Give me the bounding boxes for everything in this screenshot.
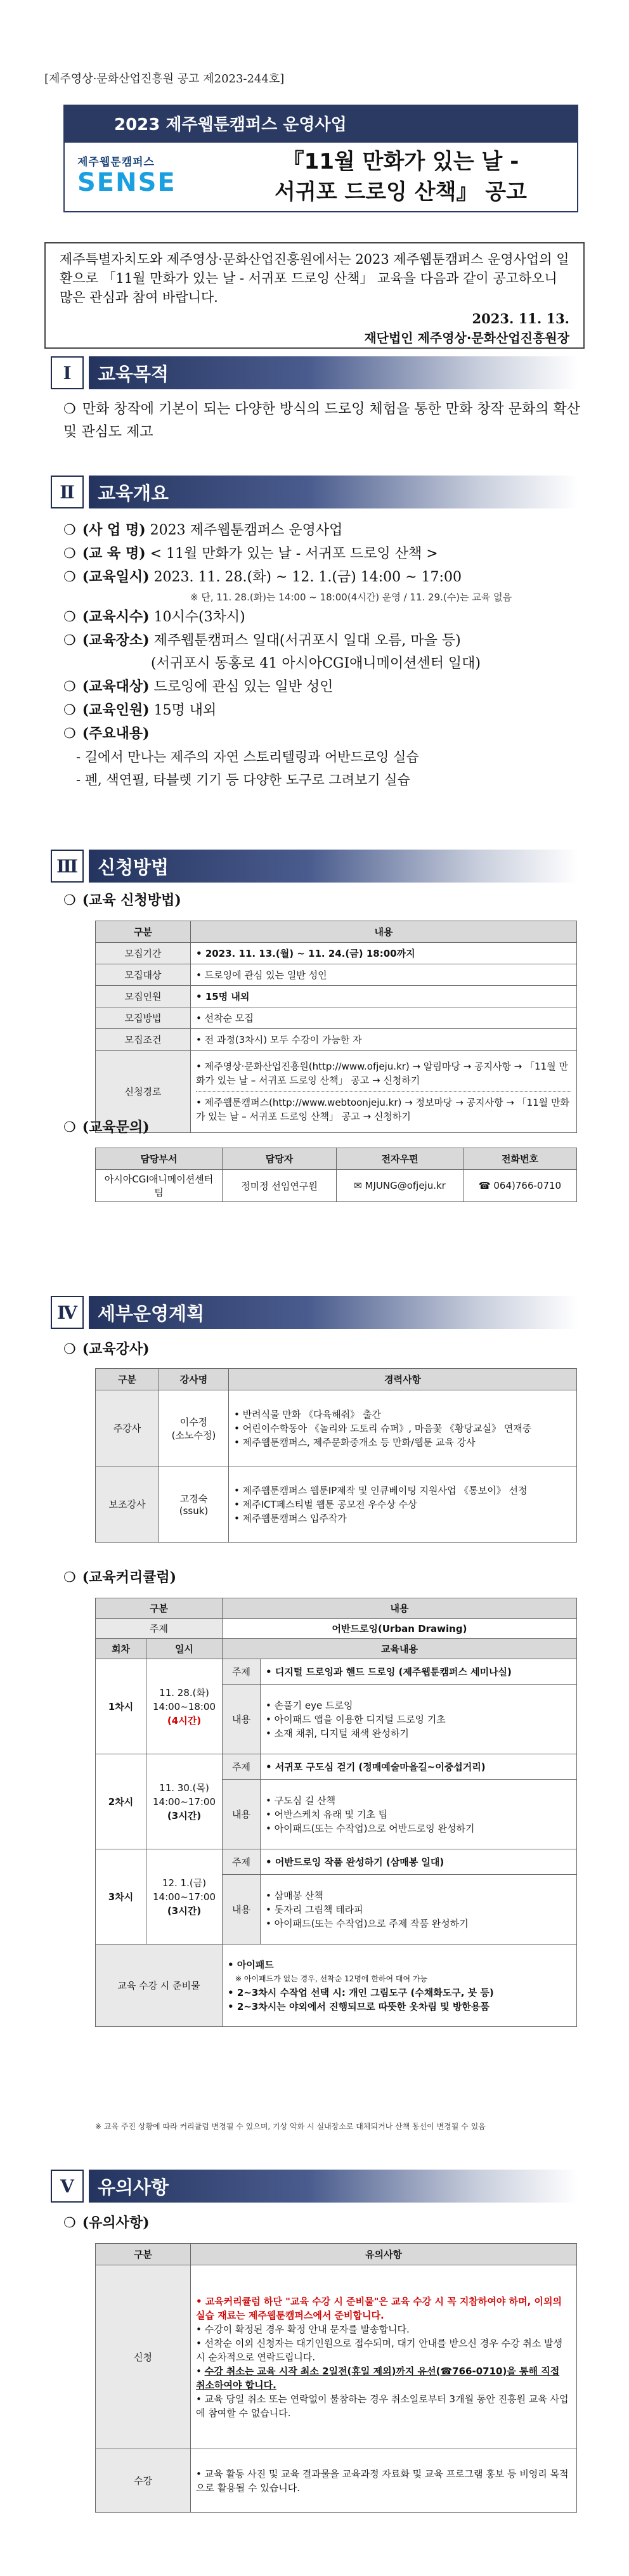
title-box	[63, 141, 578, 212]
overview-value: 제주웹툰캠퍼스 일대(서귀포시 일대 오름, 마을 등)	[153, 633, 461, 649]
table-row	[96, 1659, 577, 1685]
section-number: Ⅳ	[51, 1296, 84, 1329]
caution-text: 교육커리큘럼 하단 "교육 수강 시 준비물"은 교육 수강 시 꼭 지참하여야 하며, 이외의 실습 재료는 제주웹툰캠퍼스에서 준비합니다.	[196, 2295, 562, 2321]
table-row	[96, 1007, 577, 1029]
table-value: • 15명 내외	[191, 986, 577, 1007]
overview-content2: - 펜, 색연필, 타블렛 기기 등 다양한 도구로 그려보기 실습	[76, 772, 410, 787]
session-day: 11. 28.(화)	[159, 1686, 209, 1699]
overview-biz	[63, 519, 583, 542]
overview-people	[63, 699, 583, 722]
circle-bullet-icon: ❍	[63, 1342, 76, 1357]
caution-text: 수강이 확정된 경우 확정 안내 문자를 발송합니다.	[204, 2323, 410, 2335]
content-item: • 소재 채취, 디지털 채색 완성하기	[266, 1727, 409, 1739]
content-item: • 삼매봉 산책	[266, 1889, 323, 1901]
table-key: 주제	[223, 1754, 261, 1780]
content-item: • 손풀기 eye 드로잉	[266, 1699, 353, 1711]
table-row	[96, 964, 577, 986]
content-text: 아이패드(또는 수작업)으로 어반드로잉 완성하기	[274, 1822, 475, 1834]
overview-content1: - 길에서 만나는 제주의 자연 스토리텔링과 어반드로잉 실습	[76, 749, 419, 765]
logo	[77, 153, 176, 197]
session-topic-text: 디지털 드로잉과 핸드 드로잉 (제주웹툰캠퍼스 세미나실)	[275, 1666, 512, 1678]
table-head-cell: 교육내용	[223, 1639, 577, 1659]
overview-content	[63, 722, 583, 746]
caution-text: 선착순 이외 신청자는 대기인원으로 접수되며, 대기 안내를 받으신 경우 수강 취소 발생 시 순차적으로 연락드립니다.	[196, 2337, 562, 2363]
table-row	[96, 1466, 577, 1543]
session-topic-text: 어반드로잉 작품 완성하기 (삼매봉 일대)	[275, 1856, 444, 1868]
table-head-cell: 강사명	[159, 1369, 229, 1390]
circle-bullet-icon: ❍	[63, 569, 76, 585]
table-row	[96, 943, 577, 964]
table-key: 모집기간	[96, 943, 191, 964]
section-2-header	[51, 474, 578, 510]
section-5-header	[51, 2168, 578, 2204]
curriculum-table	[95, 1598, 577, 2027]
content-text: 구도심 길 산책	[274, 1794, 336, 1806]
route-item: • 제주웹툰캠퍼스(http://www.webtoonjeju.kr) → 정보마당 → 공지사항 → 「11월 만화가 있는 날 – 서귀포 드로잉 산책」 공고 → 신청하기	[196, 1091, 571, 1123]
table-key: 주제	[96, 1619, 223, 1639]
session-number: 2차시	[96, 1754, 146, 1849]
circle-bullet-icon: ❍	[63, 1120, 76, 1136]
content-item: • 아이패드(또는 수작업)으로 주제 작품 완성하기	[266, 1917, 469, 1929]
table-head-cell: 경력사항	[229, 1369, 577, 1390]
table-head-cell: 담당부서	[96, 1148, 223, 1170]
table-key: 보조강사	[96, 1466, 159, 1543]
apply-period: 2023. 11. 13.(월) ~ 11. 24.(금) 18:00까지	[205, 948, 415, 959]
content-text: 어반스케치 유래 및 기초 팁	[274, 1808, 388, 1820]
caution-text: 수강 취소는 교육 시작 최소 2일전(휴일 제외)까지 유선(☎766-0710)을 통해 직접 취소하여야 합니다.	[196, 2365, 560, 2391]
table-head-cell: 내용	[223, 1598, 577, 1619]
circle-bullet-icon: ❍	[63, 633, 76, 649]
content-text: 소재 채취, 디지털 채색 완성하기	[274, 1727, 409, 1739]
circle-bullet-icon: ❍	[63, 609, 76, 625]
overview-value: < 11월 만화가 있는 날 - 서귀포 드로잉 산책 >	[150, 546, 438, 562]
career-text: 제주웹툰캠퍼스 입주작가	[242, 1512, 347, 1524]
bring-list	[223, 1945, 577, 2027]
apply-table	[95, 921, 577, 1133]
overview-edu	[63, 542, 583, 566]
intro-date: 2023. 11. 13.	[472, 311, 569, 327]
table-key: 신청	[96, 2265, 191, 2449]
overview-label: (주요내용)	[82, 725, 150, 742]
circle-bullet-icon: ❍	[63, 1570, 76, 1586]
section-number: Ⅱ	[51, 476, 84, 508]
apply-target: 드로잉에 관심 있는 일반 성인	[204, 969, 327, 981]
session-time: 14:00~17:00	[152, 1796, 216, 1808]
career-item: • 반려식물 만화 《다육해줘》 출간	[234, 1408, 381, 1420]
overview-label: (교육일시)	[82, 569, 150, 585]
caution-item: • 선착순 이외 신청자는 대기인원으로 접수되며, 대기 안내를 받으신 경우 수강 취소 발생 시 순차적으로 연락드립니다.	[196, 2337, 562, 2363]
notice-id: [제주영상·문화산업진흥원 공고 제2023-244호]	[44, 72, 285, 86]
intro-text: 제주특별자치도와 제주영상·문화산업진흥원에서는 2023 제주웹툰캠퍼스 운영사업의 일환으로 「11월 만화가 있는 날 - 서귀포 드로잉 산책」 교육을 다음과 같이 공고하오니 많은 관심과 참여 바랍니다.	[60, 252, 569, 305]
route-item: • 제주영상·문화산업진흥원(http://www.ofjeju.kr) → 알림마당 → 공지사항 → 「11월 만화가 있는 날 – 서귀포 드로잉 산책」 공고 → 신청하기	[196, 1061, 568, 1086]
career-item: • 제주웹툰캠퍼스 입주작가	[234, 1512, 347, 1524]
inquiry-email-cell[interactable]	[337, 1170, 464, 1202]
career-item: • 제주웹툰캠퍼스, 제주문화중개소 등 만화/웹툰 교육 강사	[234, 1436, 476, 1448]
table-key: 주제	[223, 1849, 261, 1875]
caution-list	[191, 2265, 577, 2449]
session-topic: • 서귀포 구도심 걷기 (정매예술마을길~이중섭거리)	[261, 1754, 577, 1780]
career-text: 제주웹툰캠퍼스 웹툰IP제작 및 인큐베이팅 지원사업 《통보이》 선정	[242, 1484, 528, 1496]
section-title: 세부운영계획	[89, 1296, 578, 1329]
table-key: 교육 수강 시 준비물	[96, 1945, 223, 2027]
content-text: 아이패드 앱을 이용한 디지털 드로잉 기초	[274, 1713, 446, 1725]
instructor-name	[159, 1466, 229, 1543]
table-head-cell: 담당자	[223, 1148, 337, 1170]
bring-item: • 2~3차시는 야외에서 진행되므로 따뜻한 옷차림 및 방한용품	[228, 2000, 490, 2012]
overview-date	[63, 566, 583, 589]
bring-text: 아이패드	[237, 1958, 274, 1971]
name: 이수정	[179, 1416, 208, 1428]
name: 고경숙	[179, 1493, 208, 1505]
table-row	[96, 986, 577, 1007]
curriculum-label-text: (교육커리큘럼)	[82, 1569, 177, 1586]
overview-target	[63, 675, 583, 699]
overview-value: 드로잉에 관심 있는 일반 성인	[153, 679, 334, 695]
caution-item: • 교육 당일 취소 또는 연락없이 불참하는 경우 취소일로부터 3개월 동안 진흥원 교육 사업에 참여할 수 없습니다.	[196, 2393, 569, 2419]
session-number: 1차시	[96, 1659, 146, 1754]
career-item: • 제주ICT페스티벌 웹툰 공모전 우수상 수상	[234, 1498, 417, 1510]
circle-bullet-icon: ❍	[63, 401, 76, 417]
logo-top: 제주웹툰캠퍼스	[77, 156, 155, 169]
table-header-row	[96, 1369, 577, 1390]
table-head-cell: 유의사항	[191, 2244, 577, 2265]
bring-text: 2~3차시는 야외에서 진행되므로 따뜻한 옷차림 및 방한용품	[237, 2000, 490, 2012]
inquiry-email[interactable]: MJUNG@ofjeju.kr	[365, 1180, 446, 1191]
table-key: 내용	[223, 1780, 261, 1849]
logo-main: SENSE	[77, 168, 176, 197]
caution-table	[95, 2243, 577, 2513]
session-date	[146, 1754, 223, 1849]
overview-value: 15명 내외	[153, 702, 217, 718]
session-contents	[261, 1875, 577, 1945]
overview-value: 2023 제주웹툰캠퍼스 운영사업	[150, 522, 343, 538]
purpose-text: 만화 창작에 기본이 되는 다양한 방식의 드로잉 체험을 통한 만화 창작 문화의 확산 및 관심도 제고	[63, 401, 580, 440]
section-4-header	[51, 1295, 578, 1330]
content-text: 아이패드(또는 수작업)으로 주제 작품 완성하기	[274, 1917, 469, 1929]
banner: 2023 제주웹툰캠퍼스 운영사업	[63, 105, 578, 141]
table-key: 수강	[96, 2449, 191, 2513]
apply-method-label	[63, 889, 583, 912]
table-key: 내용	[223, 1875, 261, 1945]
overview-value: 10시수(3차시)	[153, 609, 245, 625]
table-header-row	[96, 1639, 577, 1659]
table-head-cell: 구분	[96, 921, 191, 943]
caution-list	[191, 2449, 577, 2513]
table-head-cell: 전자우편	[337, 1148, 464, 1170]
table-row	[96, 1029, 577, 1051]
bring-text: 2~3차시 수작업 선택 시: 개인 그림도구 (수채화도구, 붓 등)	[237, 1986, 494, 1998]
session-contents	[261, 1685, 577, 1754]
table-header-row	[96, 1148, 577, 1170]
overview-value: 2023. 11. 28.(화) ~ 12. 1.(금) 14:00 ~ 17:00	[153, 569, 462, 585]
content-item: • 구도심 길 산책	[266, 1794, 336, 1806]
instructor-career	[229, 1390, 577, 1466]
curriculum-footnote: ※ 교육 주진 상황에 따라 커리큘럼 변경될 수 있으며, 기상 악화 시 실내장소로 대체되거나 산책 동선이 변경될 수 있음	[95, 2122, 486, 2131]
overview-label: (사 업 명)	[82, 522, 146, 538]
inquiry-person: 정미정 선임연구원	[223, 1170, 337, 1202]
career-text: 반려식물 만화 《다육해줘》 출간	[242, 1408, 381, 1420]
table-key: 모집대상	[96, 964, 191, 986]
caution-item: • 수강이 확정된 경우 확정 안내 문자를 발송합니다.	[196, 2323, 410, 2335]
intro-org: 재단법인 제주영상·문화산업진흥원장	[364, 330, 569, 346]
instructor-table	[95, 1368, 577, 1543]
table-key: 신청경로	[96, 1051, 191, 1133]
session-day: 12. 1.(금)	[162, 1877, 207, 1889]
session-topic: • 디지털 드로잉과 핸드 드로잉 (제주웹툰캠퍼스 세미나실)	[261, 1659, 577, 1685]
caution-text: 교육 활동 사진 및 교육 결과물을 교육과정 자료화 및 교육 프로그램 홍보 등 비영리 목적으로 활용될 수 있습니다.	[196, 2468, 569, 2494]
instructor-career	[229, 1466, 577, 1543]
title-line1: 『11월 만화가 있는 날 -	[282, 149, 519, 174]
section-title: 교육개요	[89, 476, 578, 508]
bring-note: ※ 아이패드가 없는 경우, 선착순 12명에 한하여 대여 가능	[235, 1974, 428, 1983]
section-1-header	[51, 355, 578, 391]
table-row	[96, 1754, 577, 1780]
session-date	[146, 1659, 223, 1754]
content-item: • 돗자리 그림책 테라피	[266, 1903, 363, 1915]
caution-label	[63, 2211, 583, 2235]
section-title: 신청방법	[89, 850, 578, 883]
caution-text: 교육 당일 취소 또는 연락없이 불참하는 경우 취소일로부터 3개월 동안 진흥원 교육 사업에 참여할 수 없습니다.	[196, 2393, 569, 2419]
session-hours: (4시간)	[167, 1714, 202, 1726]
career-item: • 어린이수학동아 《놀리와 도토리 슈퍼》, 마음꽃 《황당교실》 연재중	[234, 1422, 532, 1434]
intro-box	[44, 242, 585, 349]
table-key: 주강사	[96, 1390, 159, 1466]
route-text: 제주영상·문화산업진흥원(http://www.ofjeju.kr) → 알림마당 → 공지사항 → 「11월 만화가 있는 날 – 서귀포 드로잉 산책」 공고 → 신청하기	[196, 1061, 568, 1086]
content-text: 삼매봉 산책	[274, 1889, 323, 1901]
circle-bullet-icon: ❍	[63, 679, 76, 695]
page-title	[236, 146, 566, 207]
caution-item: • 수강 취소는 교육 시작 최소 2일전(휴일 제외)까지 유선(☎766-0710)을 통해 직접 취소하여야 합니다.	[196, 2365, 560, 2391]
inquiry-phone-cell	[464, 1170, 577, 1202]
instructor-label-text: (교육강사)	[82, 1341, 150, 1357]
career-text: 제주ICT페스티벌 웹툰 공모전 우수상 수상	[242, 1498, 417, 1510]
nickname: (소노수정)	[171, 1429, 216, 1441]
content-item: • 아이패드(또는 수작업)으로 어반드로잉 완성하기	[266, 1822, 475, 1834]
overview-date-note: ※ 단, 11. 28.(화)는 14:00 ~ 18:00(4시간) 운영 / 11. 29.(수)는 교육 없음	[190, 592, 512, 603]
table-key: 모집인원	[96, 986, 191, 1007]
overview-label: (교육시수)	[82, 609, 150, 625]
table-row	[96, 1170, 577, 1202]
career-text: 어린이수학동아 《놀리와 도토리 슈퍼》, 마음꽃 《황당교실》 연재중	[242, 1422, 532, 1434]
caution-label-text: (유의사항)	[82, 2215, 150, 2231]
overview-list	[63, 519, 583, 791]
career-item: • 제주웹툰캠퍼스 웹툰IP제작 및 인큐베이팅 지원사업 《통보이》 선정	[234, 1484, 528, 1496]
apply-method: 선착순 모집	[204, 1013, 254, 1024]
bring-item: • 아이패드	[228, 1958, 274, 1971]
overview-place	[63, 629, 583, 652]
session-hours: (3시간)	[167, 1809, 202, 1822]
instructor-name	[159, 1390, 229, 1466]
table-head-cell: 구분	[96, 1369, 159, 1390]
session-topic: • 어반드로잉 작품 완성하기 (삼매봉 일대)	[261, 1849, 577, 1875]
overview-label: (교육인원)	[82, 702, 150, 718]
table-row	[96, 1849, 577, 1875]
table-value: • 드로잉에 관심 있는 일반 성인	[191, 964, 577, 986]
table-head-cell: 전화번호	[464, 1148, 577, 1170]
table-key: 모집방법	[96, 1007, 191, 1029]
overview-hours	[63, 605, 583, 629]
circle-bullet-icon: ❍	[63, 522, 76, 538]
table-value: • 전 과정(3차시) 모두 수강이 가능한 자	[191, 1029, 577, 1051]
apply-people: 15명 내외	[205, 991, 250, 1002]
table-row	[96, 1619, 577, 1639]
content-text: 손풀기 eye 드로잉	[274, 1699, 353, 1711]
apply-method-label-text: (교육 신청방법)	[82, 892, 181, 909]
table-key: 주제	[223, 1659, 261, 1685]
circle-bullet-icon: ❍	[63, 726, 76, 742]
title-line2: 서귀포 드로잉 산책』 공고	[275, 179, 527, 205]
table-head-cell: 회차	[96, 1639, 146, 1659]
circle-bullet-icon: ❍	[63, 893, 76, 909]
content-item: • 어반스케치 유래 및 기초 팁	[266, 1808, 388, 1820]
bring-item: • 2~3차시 수작업 선택 시: 개인 그림도구 (수채화도구, 붓 등)	[228, 1986, 494, 1998]
section-number: Ⅲ	[51, 850, 84, 883]
phone-icon: ☎	[478, 1180, 491, 1191]
table-row	[96, 2265, 577, 2449]
table-value: • 선착순 모집	[191, 1007, 577, 1029]
table-value: • 2023. 11. 13.(월) ~ 11. 24.(금) 18:00까지	[191, 943, 577, 964]
circle-bullet-icon: ❍	[63, 2215, 76, 2231]
nickname: (ssuk)	[179, 1505, 209, 1517]
table-head-cell: 내용	[191, 921, 577, 943]
caution-item: • 교육커리큘럼 하단 "교육 수강 시 준비물"은 교육 수강 시 꼭 지참하여야 하며, 이외의 실습 재료는 제주웹툰캠퍼스에서 준비합니다.	[196, 2295, 562, 2321]
career-text: 제주웹툰캠퍼스, 제주문화중개소 등 만화/웹툰 교육 강사	[242, 1436, 476, 1448]
inquiry-phone: 064)766-0710	[493, 1180, 562, 1191]
section-title: 유의사항	[89, 2170, 578, 2203]
session-number: 3차시	[96, 1849, 146, 1945]
table-key: 내용	[223, 1685, 261, 1754]
overview-label: (교 육 명)	[82, 545, 146, 562]
route-text: 제주웹툰캠퍼스(http://www.webtoonjeju.kr) → 정보마당 → 공지사항 → 「11월 만화가 있는 날 – 서귀포 드로잉 산책」 공고 → 신청하기	[196, 1097, 569, 1122]
section-title: 교육목적	[89, 356, 578, 389]
curriculum-label	[63, 1566, 583, 1589]
circle-bullet-icon: ❍	[63, 702, 76, 718]
content-text: 돗자리 그림책 테라피	[274, 1903, 363, 1915]
inquiry-dept: 아시아CGI애니메이션센터팀	[96, 1170, 223, 1202]
inquiry-label	[63, 1116, 583, 1139]
table-key: 모집조건	[96, 1029, 191, 1051]
mail-icon: ✉	[354, 1180, 362, 1191]
overview-label: (교육대상)	[82, 678, 150, 695]
purpose-item	[63, 398, 583, 444]
instructor-label	[63, 1338, 583, 1361]
circle-bullet-icon: ❍	[63, 546, 76, 562]
overview-label: (교육장소)	[82, 632, 150, 649]
apply-condition: 전 과정(3차시) 모두 수강이 가능한 자	[204, 1034, 362, 1045]
table-row	[96, 2449, 577, 2513]
curriculum-theme: 어반드로잉(Urban Drawing)	[223, 1619, 577, 1639]
session-date	[146, 1849, 223, 1945]
inquiry-label-text: (교육문의)	[82, 1119, 150, 1136]
section-3-header	[51, 848, 578, 884]
session-contents	[261, 1780, 577, 1849]
session-time: 14:00~17:00	[152, 1891, 216, 1903]
overview-place2: (서귀포시 동홍로 41 아시아CGI애니메이션센터 일대)	[151, 656, 481, 671]
table-header-row	[96, 1598, 577, 1619]
session-time: 14:00~18:00	[152, 1700, 216, 1712]
table-row	[96, 1945, 577, 2027]
table-row	[96, 1390, 577, 1466]
session-day: 11. 30.(목)	[159, 1782, 209, 1794]
section-number: Ⅴ	[51, 2170, 84, 2203]
session-topic-text: 서귀포 구도심 걷기 (정매예술마을길~이중섭거리)	[275, 1761, 486, 1773]
section-number: Ⅰ	[51, 356, 84, 389]
table-header-row	[96, 921, 577, 943]
caution-item: • 교육 활동 사진 및 교육 결과물을 교육과정 자료화 및 교육 프로그램 홍보 등 비영리 목적으로 활용될 수 있습니다.	[196, 2468, 569, 2494]
table-head-cell: 구분	[96, 2244, 191, 2265]
table-header-row	[96, 2244, 577, 2265]
table-head-cell: 일시	[146, 1639, 223, 1659]
content-item: • 아이패드 앱을 이용한 디지털 드로잉 기초	[266, 1713, 446, 1725]
inquiry-table	[95, 1148, 577, 1202]
table-head-cell: 구분	[96, 1598, 223, 1619]
session-hours: (3시간)	[167, 1905, 202, 1917]
